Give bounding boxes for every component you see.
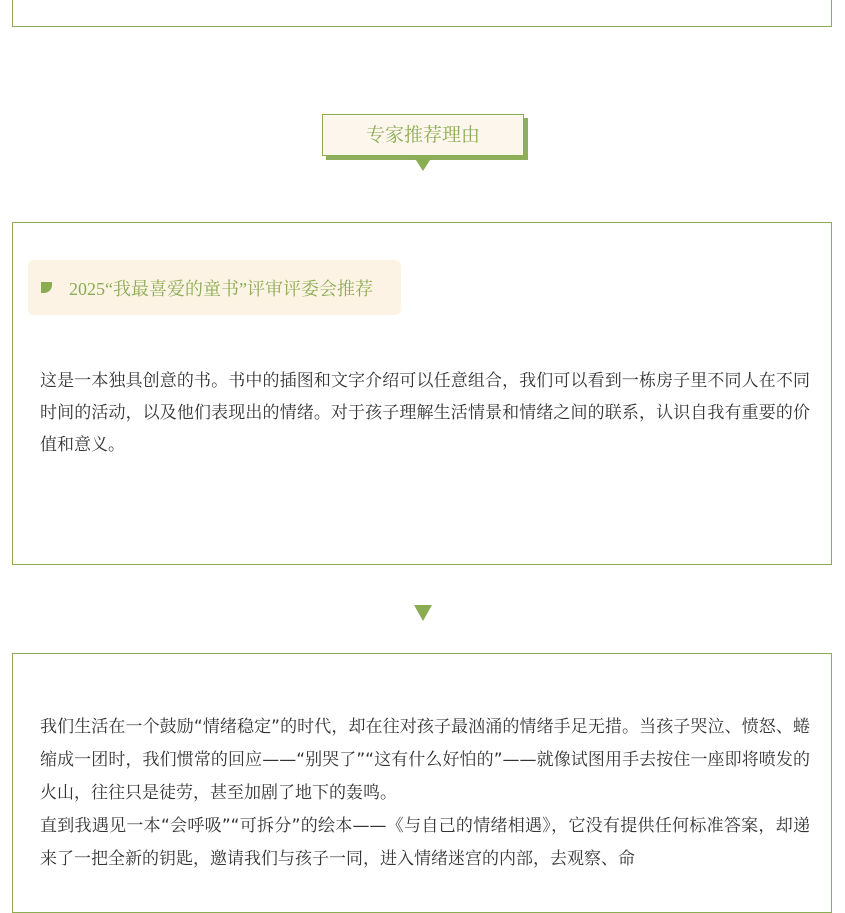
article-paragraph: 直到我遇见一本“会呼吸”“可拆分”的绘本——《与自己的情绪相遇》，它没有提供任何标准答案，却递来了一把全新的钥匙，邀请我们与孩子一同，进入情绪迷宫的内部，去观察、命 bbox=[40, 816, 810, 869]
article-paragraph: 我们生活在一个鼓励“情绪稳定”的时代，却在往对孩子最汹涌的情绪手足无措。当孩子哭泣、愤怒、蜷缩成一团时，我们惯常的回应——“别哭了”“这有什么好怕的”——就像试图用手去按住一座即将喷发的火山，往往只是徒劳，甚至加剧了地下的轰鸣。 bbox=[40, 717, 810, 803]
previous-section-box bbox=[12, 0, 832, 27]
leaf-icon bbox=[41, 282, 52, 293]
pointer-triangle-icon bbox=[414, 157, 432, 171]
article-box bbox=[12, 653, 832, 913]
recommendation-box bbox=[12, 222, 832, 565]
down-arrow-icon bbox=[414, 605, 432, 621]
badge-text: 2025“我最喜爱的童书”评审评委会推荐 bbox=[69, 278, 373, 299]
section-title: 专家推荐理由 bbox=[322, 114, 524, 156]
recommendation-text: 这是一本独具创意的书。书中的插图和文字介绍可以任意组合，我们可以看到一栋房子里不同人在不同时间的活动，以及他们表现出的情绪。对于孩子理解生活情景和情绪之间的联系，认识自我有重要的价值和意义。 bbox=[40, 371, 810, 455]
award-badge bbox=[28, 260, 401, 315]
